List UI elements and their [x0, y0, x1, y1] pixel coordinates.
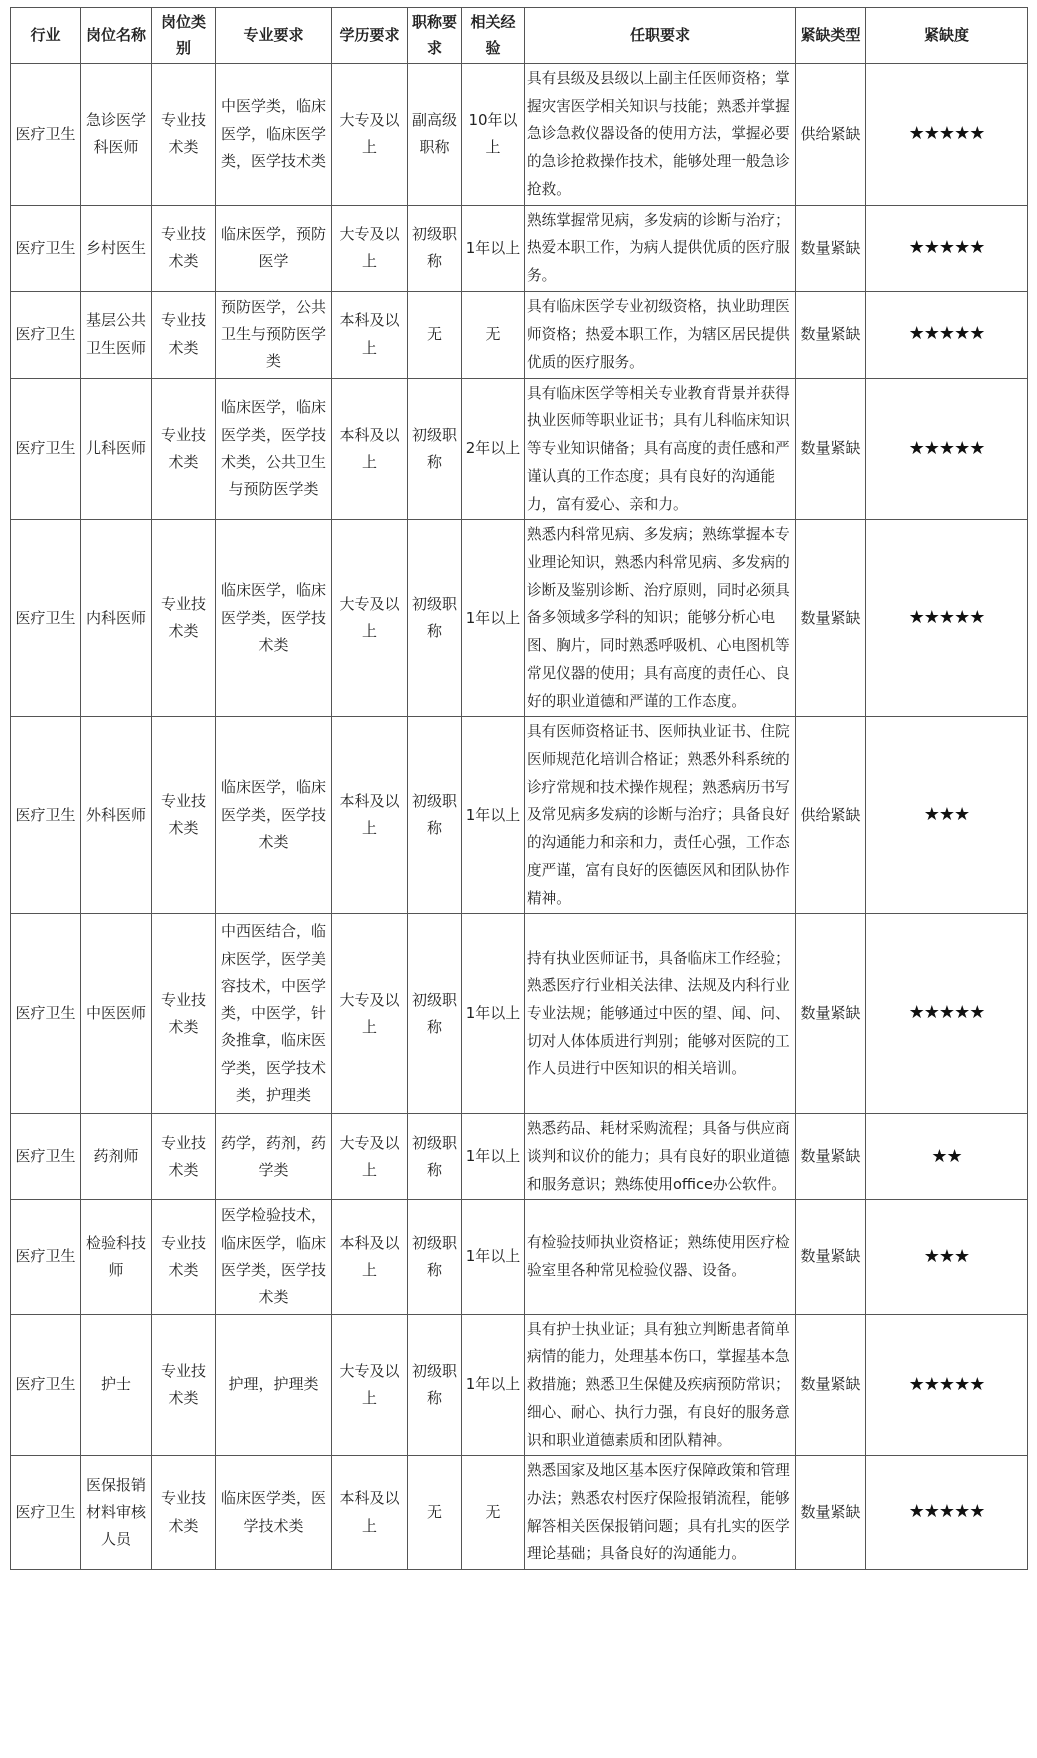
cell-experience: 1年以上 [462, 1314, 525, 1456]
cell-requirements: 具有临床医学等相关专业教育背景并获得执业医师等职业证书；具有儿科临床知识等专业知识储备；具有高度的责任感和严谨认真的工作态度；具有良好的沟通能力，富有爱心、亲和力。 [525, 378, 796, 520]
table-row [11, 291, 1028, 378]
cell-industry: 医疗卫生 [11, 1114, 81, 1200]
cell-category: 专业技术类 [152, 717, 216, 914]
table-row [11, 205, 1028, 291]
cell-requirements: 熟悉国家及地区基本医疗保障政策和管理办法；熟悉农村医疗保险报销流程，能够解答相关医保报销问题；具有扎实的医学理论基础；具备良好的沟通能力。 [525, 1456, 796, 1570]
cell-requirements: 持有执业医师证书，具备临床工作经验；熟悉医疗行业相关法律、法规及内科行业专业法规；能够通过中医的望、闻、问、切对人体体质进行判别；能够对医院的工作人员进行中医知识的相关培训。 [525, 914, 796, 1114]
cell-shortage-type: 数量紧缺 [796, 520, 866, 717]
cell-category: 专业技术类 [152, 1200, 216, 1314]
cell-shortage-type: 数量紧缺 [796, 914, 866, 1114]
cell-industry: 医疗卫生 [11, 205, 81, 291]
table-row [11, 1114, 1028, 1200]
col-header-category: 岗位类别 [152, 8, 216, 64]
table-row [11, 1314, 1028, 1456]
cell-requirements: 熟练掌握常见病，多发病的诊断与治疗；热爱本职工作，为病人提供优质的医疗服务。 [525, 205, 796, 291]
cell-title: 初级职称 [408, 378, 462, 520]
header-row [11, 8, 1028, 64]
cell-name: 基层公共卫生医师 [81, 291, 152, 378]
cell-education: 大专及以上 [332, 1114, 408, 1200]
cell-name: 儿科医师 [81, 378, 152, 520]
cell-title: 初级职称 [408, 1314, 462, 1456]
cell-shortage-type: 数量紧缺 [796, 205, 866, 291]
cell-education: 大专及以上 [332, 914, 408, 1114]
cell-major: 临床医学，临床医学类，医学技术类，公共卫生与预防医学类 [216, 378, 332, 520]
cell-category: 专业技术类 [152, 64, 216, 206]
cell-requirements: 具有护士执业证；具有独立判断患者简单病情的能力，处理基本伤口，掌握基本急救措施；熟悉卫生保健及疾病预防常识；细心、耐心、执行力强，有良好的服务意识和职业道德素质和团队精神。 [525, 1314, 796, 1456]
cell-industry: 医疗卫生 [11, 1200, 81, 1314]
job-shortage-table [10, 7, 1028, 1570]
cell-industry: 医疗卫生 [11, 378, 81, 520]
col-header-shortage-level: 紧缺度 [866, 8, 1028, 64]
cell-education: 本科及以上 [332, 717, 408, 914]
cell-name: 检验科技师 [81, 1200, 152, 1314]
cell-industry: 医疗卫生 [11, 1314, 81, 1456]
cell-shortage-type: 数量紧缺 [796, 378, 866, 520]
cell-major: 预防医学，公共卫生与预防医学类 [216, 291, 332, 378]
cell-major: 中医学类，临床医学，临床医学类，医学技术类 [216, 64, 332, 206]
col-header-requirements: 任职要求 [525, 8, 796, 64]
cell-education: 大专及以上 [332, 520, 408, 717]
cell-major: 中西医结合，临床医学，医学美容技术，中医学类，中医学，针灸推拿，临床医学类，医学技术类，护理类 [216, 914, 332, 1114]
cell-experience: 1年以上 [462, 205, 525, 291]
cell-experience: 1年以上 [462, 1114, 525, 1200]
table-row [11, 378, 1028, 520]
cell-name: 内科医师 [81, 520, 152, 717]
cell-experience: 1年以上 [462, 717, 525, 914]
cell-industry: 医疗卫生 [11, 291, 81, 378]
col-header-industry: 行业 [11, 8, 81, 64]
cell-industry: 医疗卫生 [11, 520, 81, 717]
table-row [11, 1456, 1028, 1570]
cell-name: 护士 [81, 1314, 152, 1456]
table-row [11, 914, 1028, 1114]
col-header-major: 专业要求 [216, 8, 332, 64]
table-row [11, 64, 1028, 206]
job-table-container [10, 7, 1027, 1570]
cell-requirements: 熟悉内科常见病、多发病；熟练掌握本专业理论知识，熟悉内科常见病、多发病的诊断及鉴别诊断、治疗原则，同时必须具备多领域多学科的知识；能够分析心电图、胸片，同时熟悉呼吸机、心电图机等常见仪器的使用；具有高度的责任心、良好的职业道德和严谨的工作态度。 [525, 520, 796, 717]
cell-title: 初级职称 [408, 1200, 462, 1314]
cell-category: 专业技术类 [152, 291, 216, 378]
cell-shortage-type: 数量紧缺 [796, 1456, 866, 1570]
cell-education: 大专及以上 [332, 64, 408, 206]
cell-shortage-type: 数量紧缺 [796, 1314, 866, 1456]
cell-title: 初级职称 [408, 717, 462, 914]
cell-experience: 1年以上 [462, 1200, 525, 1314]
cell-shortage-stars: ★★★★★ [866, 64, 1028, 206]
cell-shortage-stars: ★★ [866, 1114, 1028, 1200]
cell-name: 急诊医学科医师 [81, 64, 152, 206]
cell-shortage-stars: ★★★★★ [866, 378, 1028, 520]
cell-name: 中医医师 [81, 914, 152, 1114]
cell-education: 大专及以上 [332, 1314, 408, 1456]
cell-title: 初级职称 [408, 1114, 462, 1200]
cell-shortage-type: 数量紧缺 [796, 1200, 866, 1314]
cell-category: 专业技术类 [152, 1314, 216, 1456]
cell-shortage-type: 供给紧缺 [796, 64, 866, 206]
table-row [11, 1200, 1028, 1314]
cell-name: 乡村医生 [81, 205, 152, 291]
cell-title: 无 [408, 1456, 462, 1570]
col-header-experience: 相关经验 [462, 8, 525, 64]
cell-title: 初级职称 [408, 914, 462, 1114]
cell-shortage-stars: ★★★★★ [866, 205, 1028, 291]
cell-shortage-stars: ★★★★★ [866, 1314, 1028, 1456]
cell-education: 本科及以上 [332, 1200, 408, 1314]
cell-category: 专业技术类 [152, 520, 216, 717]
cell-category: 专业技术类 [152, 378, 216, 520]
cell-shortage-stars: ★★★★★ [866, 1456, 1028, 1570]
cell-title: 副高级职称 [408, 64, 462, 206]
cell-shortage-stars: ★★★ [866, 1200, 1028, 1314]
cell-major: 药学，药剂，药学类 [216, 1114, 332, 1200]
cell-industry: 医疗卫生 [11, 1456, 81, 1570]
cell-title: 初级职称 [408, 520, 462, 717]
cell-industry: 医疗卫生 [11, 914, 81, 1114]
cell-shortage-stars: ★★★★★ [866, 914, 1028, 1114]
cell-experience: 无 [462, 1456, 525, 1570]
col-header-name: 岗位名称 [81, 8, 152, 64]
cell-shortage-stars: ★★★★★ [866, 520, 1028, 717]
col-header-shortage-type: 紧缺类型 [796, 8, 866, 64]
cell-shortage-type: 供给紧缺 [796, 717, 866, 914]
cell-experience: 无 [462, 291, 525, 378]
cell-name: 药剂师 [81, 1114, 152, 1200]
col-header-education: 学历要求 [332, 8, 408, 64]
cell-experience: 1年以上 [462, 914, 525, 1114]
cell-experience: 1年以上 [462, 520, 525, 717]
cell-major: 临床医学，预防医学 [216, 205, 332, 291]
cell-requirements: 熟悉药品、耗材采购流程；具备与供应商谈判和议价的能力；具有良好的职业道德和服务意识；熟练使用office办公软件。 [525, 1114, 796, 1200]
cell-education: 大专及以上 [332, 205, 408, 291]
cell-requirements: 有检验技师执业资格证；熟练使用医疗检验室里各种常见检验仪器、设备。 [525, 1200, 796, 1314]
cell-title: 无 [408, 291, 462, 378]
cell-major: 临床医学，临床医学类，医学技术类 [216, 520, 332, 717]
cell-major: 护理，护理类 [216, 1314, 332, 1456]
table-row [11, 520, 1028, 717]
cell-name: 医保报销材料审核人员 [81, 1456, 152, 1570]
cell-category: 专业技术类 [152, 1456, 216, 1570]
cell-requirements: 具有县级及县级以上副主任医师资格；掌握灾害医学相关知识与技能；熟悉并掌握急诊急救仪器设备的使用方法，掌握必要的急诊抢救操作技术，能够处理一般急诊抢救。 [525, 64, 796, 206]
cell-title: 初级职称 [408, 205, 462, 291]
cell-requirements: 具有医师资格证书、医师执业证书、住院医师规范化培训合格证；熟悉外科系统的诊疗常规和技术操作规程；熟悉病历书写及常见病多发病的诊断与治疗；具备良好的沟通能力和亲和力，责任心强，工作态度严谨，富有良好的医德医风和团队协作精神。 [525, 717, 796, 914]
cell-major: 临床医学，临床医学类，医学技术类 [216, 717, 332, 914]
cell-category: 专业技术类 [152, 1114, 216, 1200]
cell-industry: 医疗卫生 [11, 64, 81, 206]
cell-category: 专业技术类 [152, 205, 216, 291]
cell-requirements: 具有临床医学专业初级资格，执业助理医师资格；热爱本职工作，为辖区居民提供优质的医疗服务。 [525, 291, 796, 378]
col-header-title: 职称要求 [408, 8, 462, 64]
cell-education: 本科及以上 [332, 291, 408, 378]
cell-major: 临床医学类，医学技术类 [216, 1456, 332, 1570]
cell-experience: 2年以上 [462, 378, 525, 520]
cell-education: 本科及以上 [332, 1456, 408, 1570]
cell-industry: 医疗卫生 [11, 717, 81, 914]
cell-shortage-type: 数量紧缺 [796, 1114, 866, 1200]
cell-category: 专业技术类 [152, 914, 216, 1114]
cell-education: 本科及以上 [332, 378, 408, 520]
cell-major: 医学检验技术，临床医学，临床医学类，医学技术类 [216, 1200, 332, 1314]
cell-name: 外科医师 [81, 717, 152, 914]
cell-shortage-stars: ★★★★★ [866, 291, 1028, 378]
cell-shortage-stars: ★★★ [866, 717, 1028, 914]
cell-shortage-type: 数量紧缺 [796, 291, 866, 378]
cell-experience: 10年以上 [462, 64, 525, 206]
table-row [11, 717, 1028, 914]
